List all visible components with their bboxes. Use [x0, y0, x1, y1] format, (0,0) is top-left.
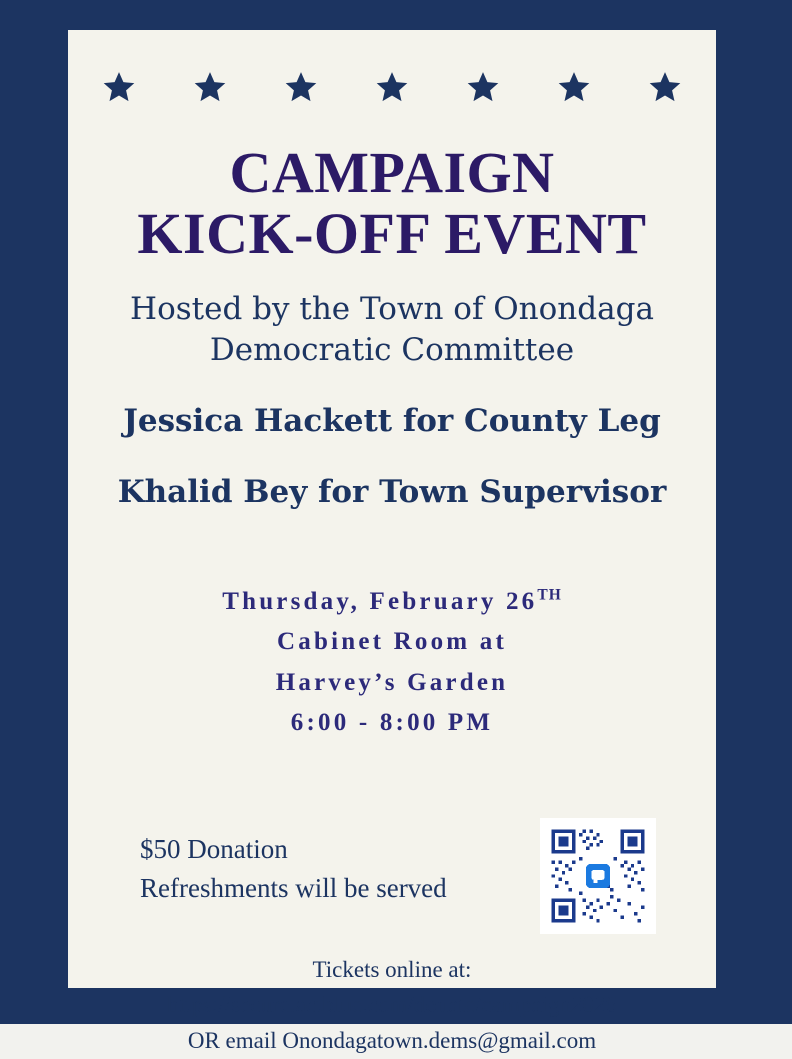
refreshments-note: Refreshments will be served — [140, 872, 447, 903]
event-details — [222, 582, 562, 744]
star-icon — [284, 70, 318, 104]
star-icon — [375, 70, 409, 104]
tickets-label: Tickets online at: — [312, 956, 472, 982]
star-icon — [466, 70, 500, 104]
event-date-suffix: TH — [537, 586, 562, 604]
star-row — [102, 70, 682, 104]
page-title — [137, 142, 646, 265]
event-date-text: Thursday, February 26 — [222, 587, 538, 615]
candidate-1: Jessica Hackett for County Leg — [123, 402, 661, 439]
donation-text — [92, 830, 447, 908]
donation-section — [80, 818, 704, 934]
donation-amount: $50 Donation — [140, 833, 288, 864]
star-icon — [193, 70, 227, 104]
hosted-by-line-2: Democratic Committee — [209, 331, 575, 368]
event-time: 6:00 - 8:00 PM — [290, 709, 494, 737]
star-icon — [557, 70, 591, 104]
candidate-2: Khalid Bey for Town Supervisor — [117, 473, 667, 510]
hosted-by-line-1: Hosted by the Town of Onondaga — [130, 290, 654, 327]
tickets-info — [167, 952, 617, 1059]
tickets-email[interactable]: OR email Onondagatown.dems@gmail.com — [187, 1028, 597, 1054]
qr-code-icon[interactable] — [540, 818, 656, 934]
tickets-url[interactable]: https://secure.actblue.com/donate/campaign2026 — [167, 992, 617, 1018]
event-venue-line-2: Harvey’s Garden — [275, 668, 509, 696]
hosted-by — [130, 289, 654, 371]
event-date — [222, 582, 562, 623]
star-icon — [648, 70, 682, 104]
event-venue-line-1: Cabinet Room at — [277, 628, 507, 656]
star-icon — [102, 70, 136, 104]
poster-content — [68, 30, 716, 1054]
title-line-1: CAMPAIGN — [229, 140, 555, 205]
title-line-2: KICK-OFF EVENT — [137, 201, 647, 267]
